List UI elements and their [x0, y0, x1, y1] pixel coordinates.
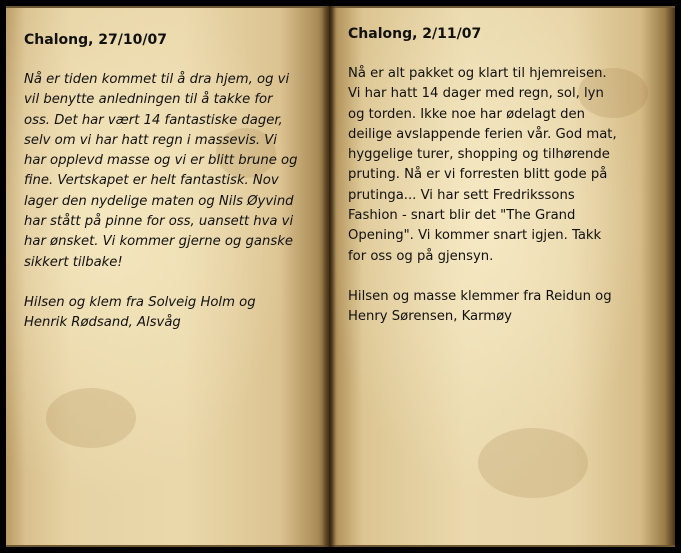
entry-date: Chalong, 2/11/07 [348, 26, 482, 42]
book-spine [322, 6, 336, 547]
right-page [328, 6, 675, 547]
open-book [6, 6, 675, 547]
entry-date: Chalong, 27/10/07 [24, 32, 167, 48]
entry-body: Nå er tiden kommet til å dra hjem, og vi vil benytte anledningen til å takke for oss. Det har vært 14 fantastiske dager, selv om vi har hatt regn i massevis. Vi har opplevd masse og vi er blitt brune og fine. Vertskapet er helt fantastisk. Nov lager den nydelige maten og Nils Øyvind har stått på pinne for oss, uansett hva vi har ønsket. Vi kommer gjerne og ganske sikkert tilbake! [24, 72, 298, 270]
entry-body: Nå er alt pakket og klart til hjemreisen. Vi har hatt 14 dager med regn, sol, lyn og torden. Ikke noe har ødelagt den deilige avslappende ferien vår. God mat, hyggelige turer, shopping og tilhørende pruting. Nå er vi forresten blitt gode på prutinga... Vi har sett Fredrikssons Fashion - snart blir det "The Grand Opening". Vi kommer snart igjen. Takk for oss og på gjensyn. [348, 66, 617, 264]
left-page [6, 6, 328, 547]
entry-signature: Hilsen og klem fra Solveig Holm og Henrik Rødsand, Alsvåg [24, 294, 256, 331]
paper-stain [46, 388, 136, 448]
paper-stain [478, 428, 588, 498]
left-entry [24, 30, 324, 334]
right-entry [348, 24, 668, 328]
entry-signature: Hilsen og masse klemmer fra Reidun og Henry Sørensen, Karmøy [348, 288, 612, 325]
